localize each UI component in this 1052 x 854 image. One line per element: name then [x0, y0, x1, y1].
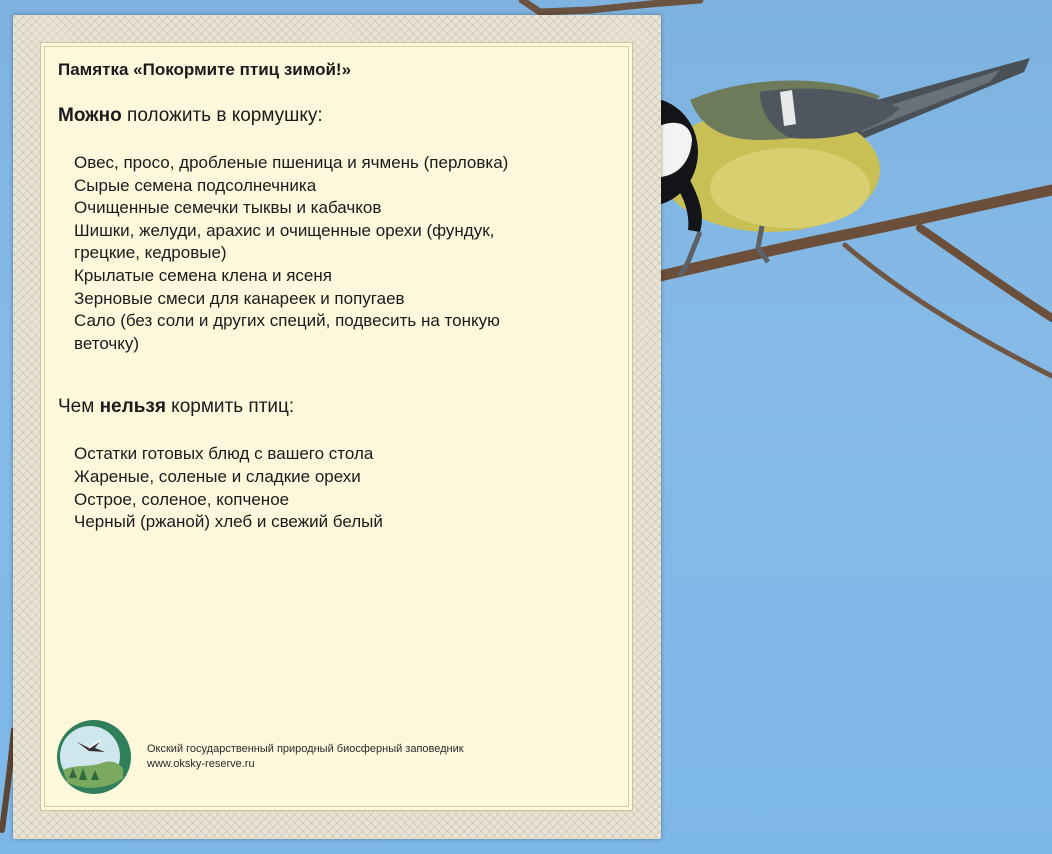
footer-text [147, 742, 464, 772]
org-name: Окский государственный природный биосферный заповедник [147, 743, 464, 755]
memo-card [13, 15, 661, 839]
memo-footer [55, 718, 622, 798]
reserve-logo-icon [55, 718, 133, 796]
allowed-item: Зерновые смеси для канареек и попугаев [74, 288, 405, 308]
allowed-heading [58, 104, 622, 128]
memo-content [58, 59, 622, 534]
forbidden-item: Черный (ржаной) хлеб и свежий белый [74, 512, 383, 532]
forbidden-item: Жареные, соленые и сладкие орехи [74, 466, 361, 486]
allowed-item: Крылатые семена клена и ясеня [74, 265, 332, 285]
forbidden-item: Острое, соленое, копченое [74, 489, 290, 509]
forbidden-heading-pre: Чем [58, 396, 100, 418]
allowed-heading-rest: положить в кормушку: [121, 105, 323, 126]
allowed-item: Очищенные семечки тыквы и кабачков [74, 198, 382, 218]
memo-title: Памятка «Покормите птиц зимой!» [58, 60, 352, 79]
allowed-item: Сало (без соли и других специй, подвесить на тонкую [74, 311, 500, 331]
allowed-item: Овес, просо, дробленые пшеница и ячмень (перловка) [74, 153, 509, 172]
allowed-list [74, 152, 622, 355]
allowed-item: Шишки, желуди, арахис и очищенные орехи (фундук, [74, 220, 495, 240]
forbidden-heading-rest: кормить птиц: [165, 396, 295, 418]
forbidden-heading [58, 395, 622, 419]
branch-fork-lower [845, 245, 1052, 376]
branch-fork-right [920, 228, 1052, 318]
top-branch [522, 0, 700, 12]
memo-paper [40, 42, 633, 811]
forbidden-item: Остатки готовых блюд с вашего стола [74, 444, 374, 464]
website-link[interactable]: www.oksky-reserve.ru [147, 758, 255, 770]
allowed-item: Сырые семена подсолнечника [74, 175, 317, 195]
allowed-item: грецкие, кедровые) [74, 243, 227, 263]
allowed-heading-bold: Можно [58, 105, 122, 126]
allowed-item: веточку) [74, 333, 140, 353]
forbidden-list [74, 443, 622, 533]
forbidden-heading-bold: нельзя [99, 396, 166, 418]
